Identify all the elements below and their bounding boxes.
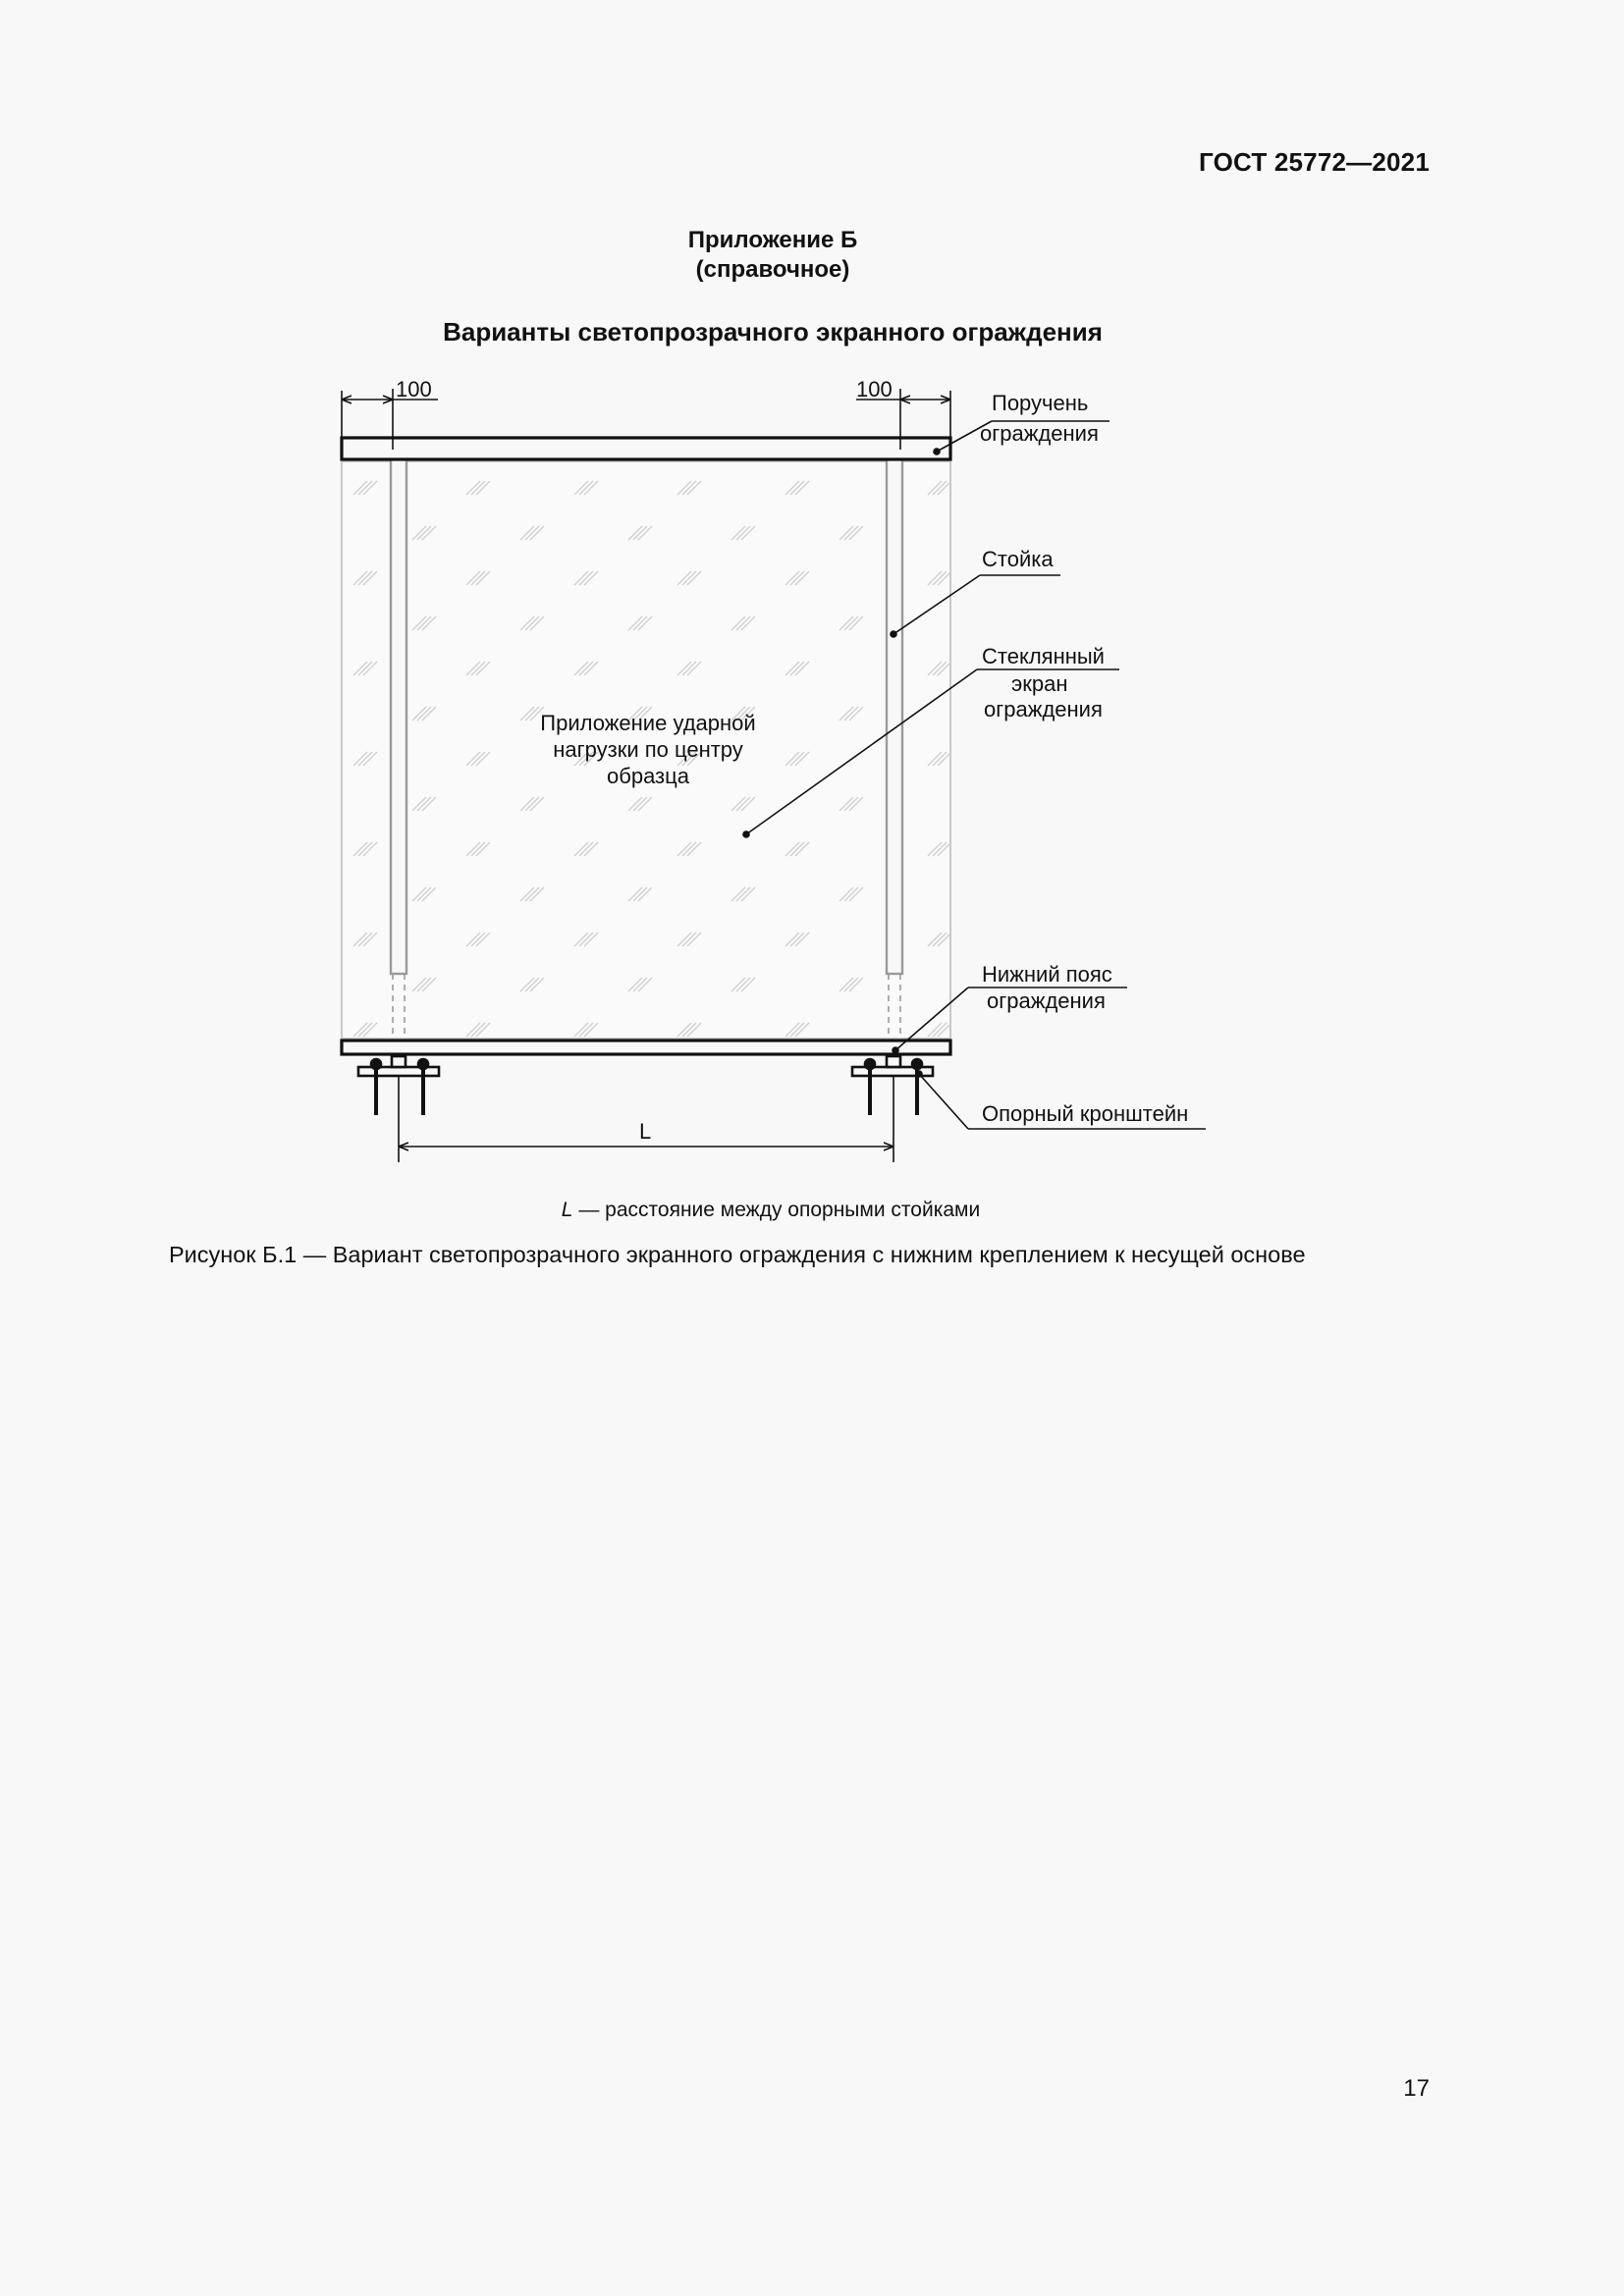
callout-bottom-rail-line-2: ограждения [987,988,1106,1013]
bottom-rail [342,1041,950,1054]
callout-glass-line-2: экран [1011,671,1068,696]
legend-text: — расстояние между опорными стойками [572,1199,981,1221]
dimension-span-label: L [639,1119,652,1144]
document-number: ГОСТ 25772—2021 [1199,147,1430,177]
handrail [342,438,950,459]
callout-glass-line-3: ограждения [984,697,1103,721]
load-note-line-2: нагрузки по центру [553,737,743,762]
section-title: Варианты светопрозрачного экранного ограждения [443,317,1103,347]
appendix-subtitle: (справочное) [695,256,850,283]
dimension-left-value: 100 [396,377,432,401]
bracket-right [852,1056,933,1115]
callout-post-label: Стойка [982,547,1054,571]
appendix-title: Приложение Б [687,227,858,253]
callout-bottom-rail-line-1: Нижний пояс [982,962,1112,987]
legend-note [0,1199,1542,1222]
callout-bracket-label: Опорный кронштейн [982,1101,1189,1126]
legend-symbol: L [561,1199,573,1221]
page-number: 17 [1403,2075,1430,2102]
post-right [887,450,902,974]
callout-handrail-line-1: Поручень [992,391,1089,415]
load-note-line-3: образца [607,764,689,788]
dimension-right-value: 100 [856,377,893,401]
load-note-line-1: Приложение ударной [540,711,756,735]
callout-handrail-line-2: ограждения [980,421,1099,446]
figure-caption: Рисунок Б.1 — Вариант светопрозрачного экранного ограждения с нижним креплением к несущей основе [169,1242,1306,1267]
post-left [391,450,406,974]
callout-glass-line-1: Стеклянный [982,644,1105,668]
